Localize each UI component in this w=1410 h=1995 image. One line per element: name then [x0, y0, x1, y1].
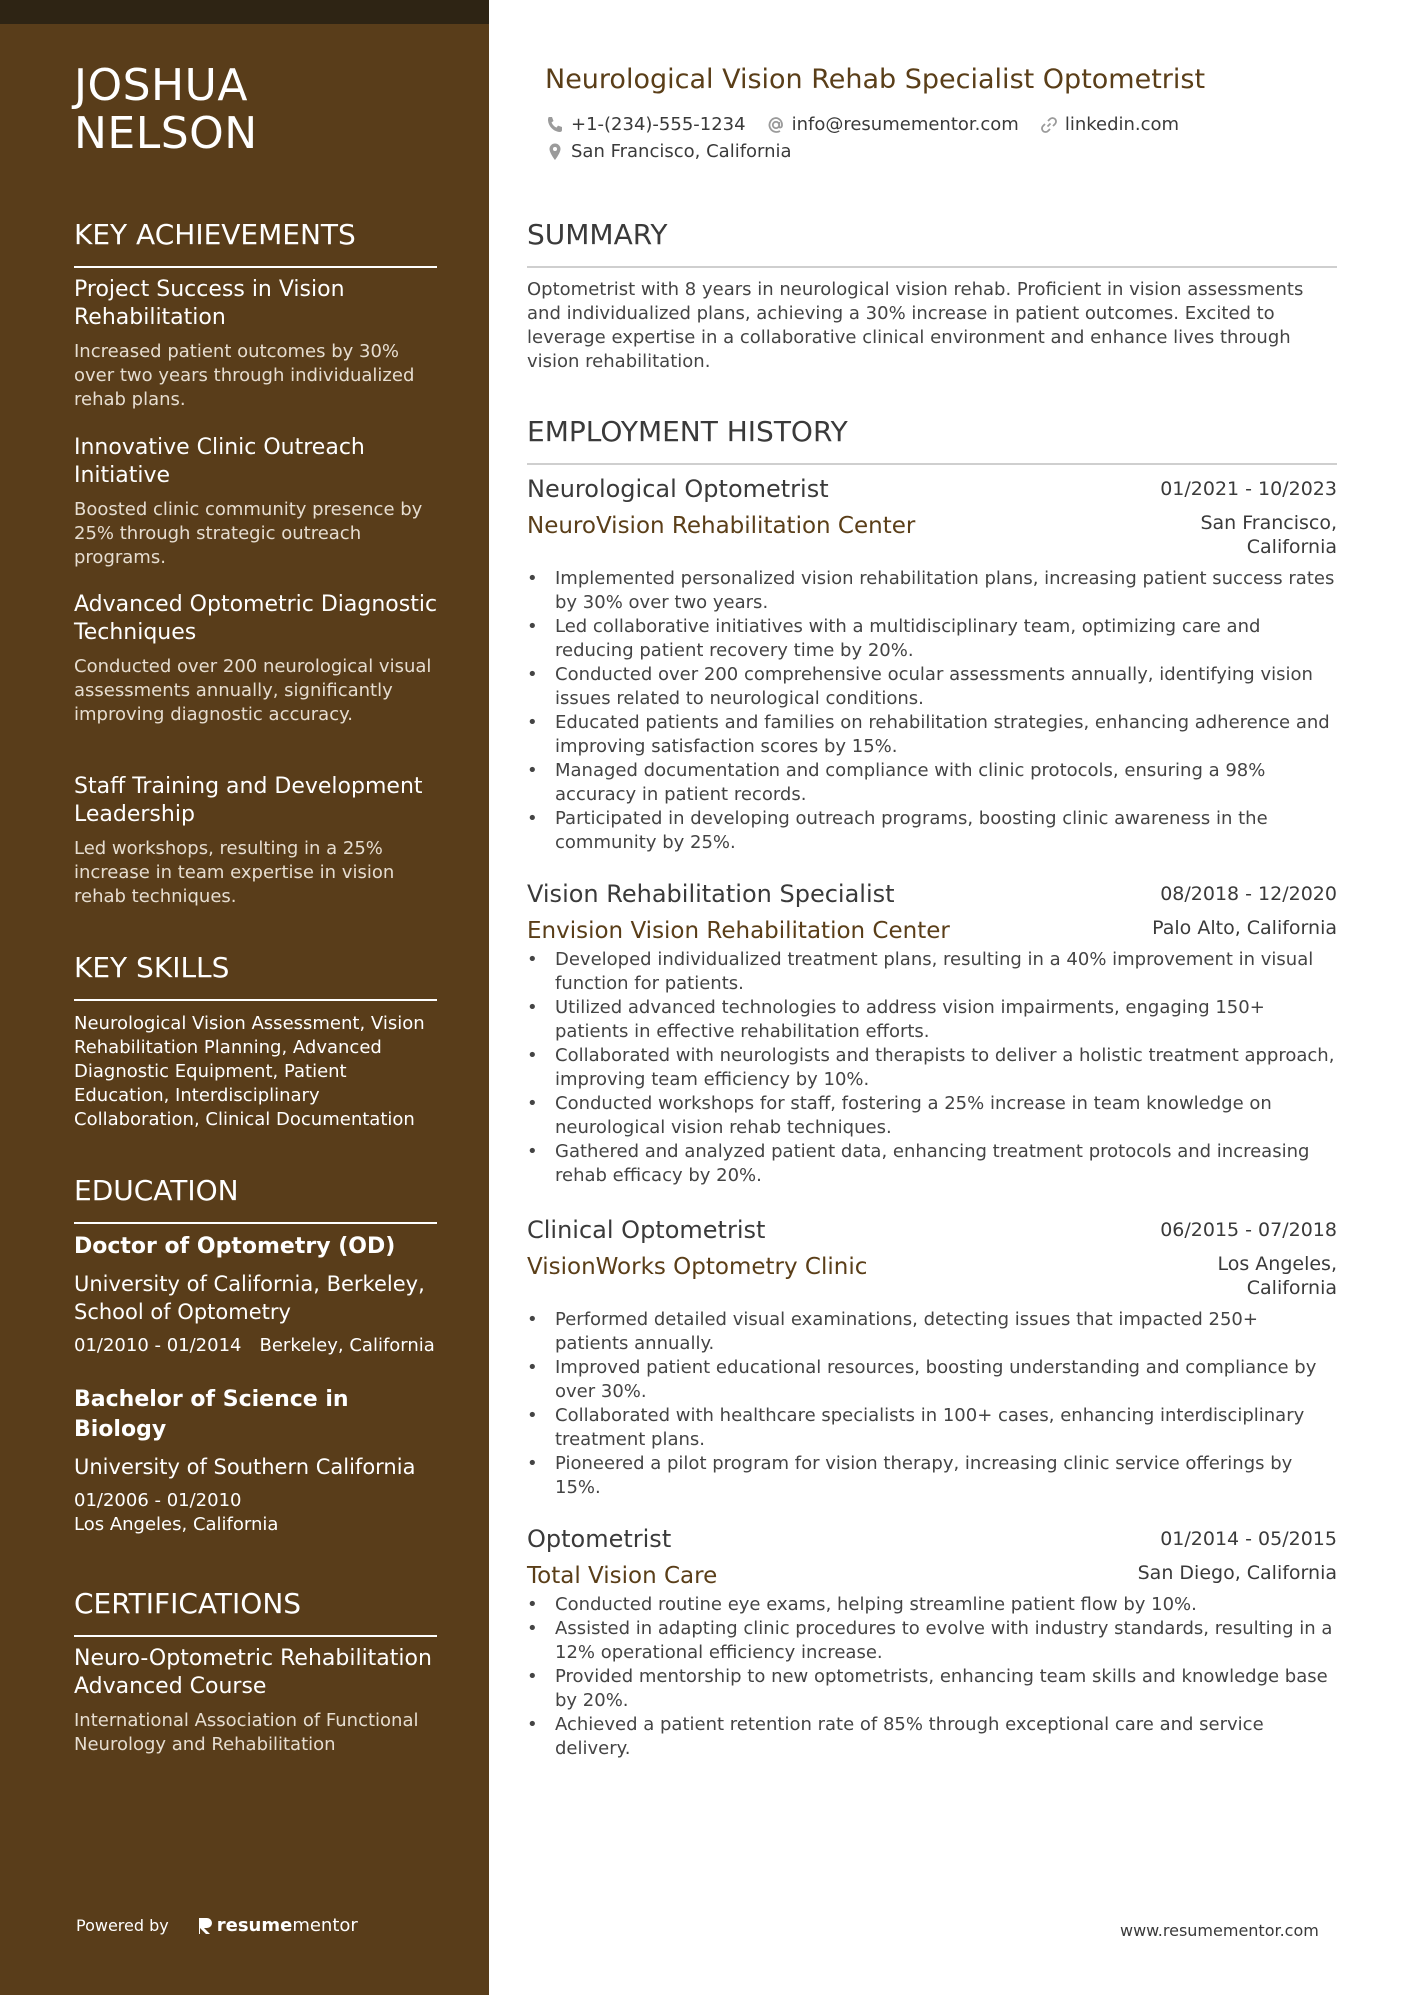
- job-bullet: • Performed detailed visual examinations, detecting issues that impacted 250+ patients annually.: [527, 1308, 1337, 1356]
- brand-name-bold: resume: [216, 1915, 293, 1936]
- footer-website-link[interactable]: www.resumementor.com: [1120, 1921, 1319, 1940]
- certification-issuer: International Association of Functional Neurology and Rehabilitation: [74, 1710, 419, 1755]
- contact-email[interactable]: [766, 113, 1019, 137]
- education-item: [74, 1385, 444, 1537]
- certifications-heading: CERTIFICATIONS: [74, 1587, 437, 1637]
- job-title: Neurological Optometrist: [527, 475, 829, 503]
- job-bullets: [527, 567, 1337, 855]
- job-header: [527, 1214, 1337, 1246]
- education-meta: [74, 1489, 444, 1537]
- job-bullet: • Conducted over 200 comprehensive ocular assessments annually, identifying vision issues related to neurological conditions.: [527, 663, 1337, 711]
- job-title: Optometrist: [527, 1525, 672, 1553]
- job-company: NeuroVision Rehabilitation Center: [527, 513, 916, 539]
- job-subheader: [527, 1561, 1337, 1591]
- achievement-desc: Led workshops, resulting in a 25% increase in team expertise in vision rehab techniques.: [74, 838, 395, 907]
- degree: Bachelor of Science in Biology: [74, 1387, 349, 1442]
- linkedin-text: linkedin.com: [1064, 114, 1180, 135]
- employment-heading: EMPLOYMENT HISTORY: [527, 415, 1337, 465]
- summary-heading: SUMMARY: [527, 218, 1337, 268]
- contact-location: [545, 140, 792, 164]
- job-dates: 01/2014 - 05/2015: [1160, 1528, 1337, 1550]
- job-title: Clinical Optometrist: [527, 1216, 766, 1244]
- job-bullet: • Utilized advanced technologies to address vision impairments, engaging 150+ patients in effective rehabilitation efforts.: [527, 996, 1337, 1044]
- powered-by: [76, 1915, 358, 1936]
- job-dates: 01/2021 - 10/2023: [1160, 478, 1337, 500]
- achievement-desc: Boosted clinic community presence by 25% through strategic outreach programs.: [74, 499, 423, 568]
- education-item: [74, 1232, 444, 1358]
- job-dates: 08/2018 - 12/2020: [1160, 883, 1337, 905]
- job-bullet: • Conducted workshops for staff, fostering a 25% increase in team knowledge on neurological vision rehab techniques.: [527, 1092, 1337, 1140]
- contact-phone[interactable]: [545, 113, 746, 137]
- job-entry: [527, 1523, 1337, 1761]
- achievement-title: Project Success in Vision Rehabilitation: [74, 277, 345, 330]
- job-bullet: • Achieved a patient retention rate of 85% through exceptional care and service delivery.: [527, 1713, 1337, 1761]
- job-entry: [527, 473, 1337, 855]
- job-bullet: • Improved patient educational resources, boosting understanding and compliance by over 30%.: [527, 1356, 1337, 1404]
- phone-icon: [545, 115, 565, 135]
- job-bullet: • Pioneered a pilot program for vision therapy, increasing clinic service offerings by 15%.: [527, 1452, 1337, 1500]
- job-bullet: • Educated patients and families on rehabilitation strategies, enhancing adherence and improving satisfaction scores by 15%.: [527, 711, 1337, 759]
- job-subheader: [527, 1252, 1337, 1300]
- email-text: info@resumementor.com: [791, 114, 1019, 135]
- job-bullet: • Implemented personalized vision rehabilitation plans, increasing patient success rates by 30% over two years.: [527, 567, 1337, 615]
- job-header: [527, 878, 1337, 910]
- job-subheader: [527, 916, 1337, 946]
- certification-item: [74, 1645, 444, 1757]
- achievement-title: Staff Training and Development Leadership: [74, 774, 423, 827]
- education-meta: [74, 1334, 444, 1358]
- achievement-item: [74, 591, 444, 727]
- achievement-item: [74, 434, 444, 570]
- education-heading: EDUCATION: [74, 1174, 437, 1224]
- job-bullet: • Collaborated with healthcare specialists in 100+ cases, enhancing interdisciplinary treatment plans.: [527, 1404, 1337, 1452]
- job-bullet: • Participated in developing outreach programs, boosting clinic awareness in the community by 25%.: [527, 807, 1337, 855]
- job-location: Los Angeles, California: [1217, 1253, 1337, 1299]
- job-title: Vision Rehabilitation Specialist: [527, 880, 895, 908]
- achievement-desc: Increased patient outcomes by 30% over two years through individualized rehab plans.: [74, 341, 415, 410]
- education-location: Los Angeles, California: [74, 1514, 279, 1535]
- job-company: Envision Vision Rehabilitation Center: [527, 918, 950, 944]
- job-bullets: [527, 948, 1337, 1188]
- education-location: Berkeley, California: [259, 1335, 435, 1356]
- job-subheader: [527, 511, 1337, 559]
- job-company: Total Vision Care: [527, 1563, 718, 1589]
- phone-text: +1-(234)-555-1234: [571, 114, 746, 135]
- contact-row: [545, 113, 1199, 137]
- candidate-name: [74, 62, 404, 158]
- school: University of California, Berkeley, School of Optometry: [74, 1272, 425, 1324]
- resumementor-logo[interactable]: [197, 1915, 358, 1936]
- brand-name-light: mentor: [292, 1915, 358, 1936]
- location-text: San Francisco, California: [571, 141, 792, 162]
- achievement-title: Innovative Clinic Outreach Initiative: [74, 435, 365, 488]
- achievement-desc: Conducted over 200 neurological visual assessments annually, significantly improving diagnostic accuracy.: [74, 656, 432, 725]
- skills-heading: KEY SKILLS: [74, 951, 437, 1001]
- skills-list: Neurological Vision Assessment, Vision Rehabilitation Planning, Advanced Diagnostic Equipment, Patient Education, Interdisciplinary Collaboration, Clinical Documentation: [74, 1013, 425, 1130]
- job-bullet: • Led collaborative initiatives with a multidisciplinary team, optimizing care and reducing patient recovery time by 20%.: [527, 615, 1337, 663]
- contact-row-2: [545, 140, 812, 164]
- candidate-name-text: JOSHUA NELSON: [74, 60, 258, 159]
- sidebar-top-bar: [0, 0, 489, 24]
- job-bullet: • Assisted in adapting clinic procedures to evolve with industry standards, resulting in a 12% operational efficiency increase.: [527, 1617, 1337, 1665]
- job-bullet: • Provided mentorship to new optometrists, enhancing team skills and knowledge base by 20%.: [527, 1665, 1337, 1713]
- achievement-item: [74, 276, 444, 412]
- job-bullets: [527, 1593, 1337, 1761]
- education-dates: 01/2006 - 01/2010: [74, 1490, 242, 1511]
- job-entry: [527, 878, 1337, 1188]
- degree: Doctor of Optometry (OD): [74, 1234, 396, 1259]
- job-bullets: [527, 1308, 1337, 1500]
- job-bullet: • Collaborated with neurologists and therapists to deliver a holistic treatment approach, improving team efficiency by 10%.: [527, 1044, 1337, 1092]
- powered-by-label: Powered by: [76, 1916, 169, 1935]
- achievement-item: [74, 773, 444, 909]
- job-location: San Francisco, California: [1200, 512, 1337, 558]
- job-bullet: • Conducted routine eye exams, helping streamline patient flow by 10%.: [527, 1593, 1337, 1617]
- school: University of Southern California: [74, 1455, 416, 1479]
- achievements-heading: KEY ACHIEVEMENTS: [74, 218, 437, 268]
- certification-title: Neuro-Optometric Rehabilitation Advanced Course: [74, 1646, 432, 1699]
- contact-linkedin[interactable]: [1039, 113, 1179, 137]
- job-entry: [527, 1214, 1337, 1500]
- job-dates: 06/2015 - 07/2018: [1160, 1219, 1337, 1241]
- job-company: VisionWorks Optometry Clinic: [527, 1254, 868, 1280]
- resumementor-logo-icon: [197, 1916, 213, 1936]
- location-pin-icon: [545, 142, 565, 162]
- headline: Neurological Vision Rehab Specialist Optometrist: [545, 64, 1206, 95]
- job-location: San Diego, California: [1137, 1562, 1337, 1584]
- job-header: [527, 1523, 1337, 1555]
- job-bullet: • Gathered and analyzed patient data, enhancing treatment protocols and increasing rehab efficacy by 20%.: [527, 1140, 1337, 1188]
- job-bullet: • Managed documentation and compliance with clinic protocols, ensuring a 98% accuracy in patient records.: [527, 759, 1337, 807]
- summary-text: Optometrist with 8 years in neurological vision rehab. Proficient in vision assessments and individualized plans, achieving a 30% increase in patient outcomes. Excited to leverage expertise in a collaborative clinical environment and enhance lives through vision rehabilitation.: [527, 279, 1304, 372]
- job-header: [527, 473, 1337, 505]
- at-icon: [766, 115, 786, 135]
- link-icon: [1039, 115, 1059, 135]
- job-bullet: • Developed individualized treatment plans, resulting in a 40% improvement in visual function for patients.: [527, 948, 1337, 996]
- achievement-title: Advanced Optometric Diagnostic Techniques: [74, 592, 438, 645]
- education-dates: 01/2010 - 01/2014: [74, 1335, 242, 1356]
- job-location: Palo Alto, California: [1152, 917, 1337, 939]
- sidebar: [0, 0, 489, 1995]
